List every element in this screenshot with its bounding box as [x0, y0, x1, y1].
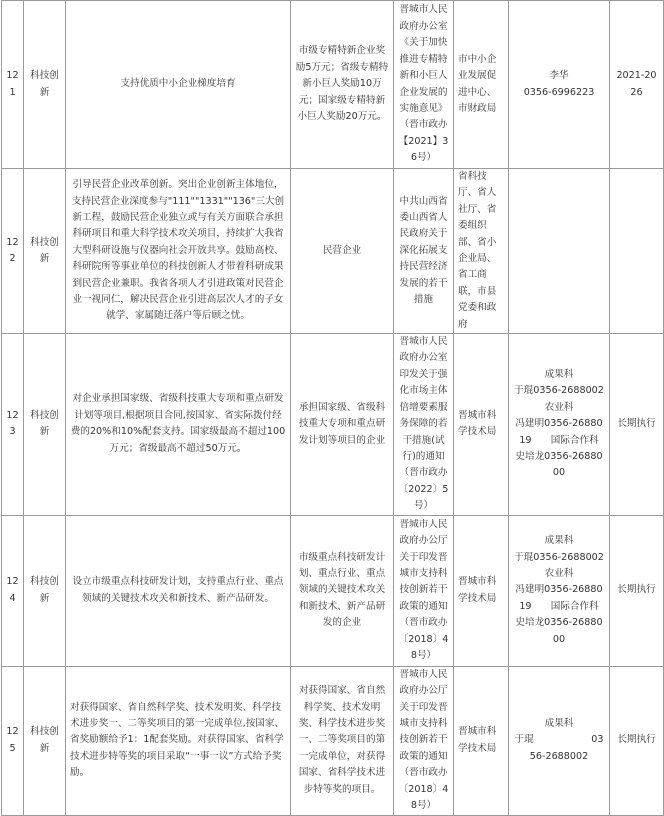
table-row	[2, 334, 664, 515]
category-cell: 科技创新	[24, 334, 66, 515]
table-row	[2, 169, 664, 334]
policy-content-cell: 设立市级重点科技研发计划，支持重点行业、重点领域的关键技术攻关和新技术、新产品研发。	[66, 515, 291, 666]
department-cell: 晋城市科学技术局	[454, 515, 509, 666]
policy-basis-cell: 晋城市人民政府办公室印发关于强化市场主体倍增要素服务保障的若干措施(试行)的通知（晋市政办〔2022〕5号）	[394, 334, 454, 515]
category-cell: 科技创新	[24, 666, 66, 815]
table-row	[2, 666, 664, 815]
department-cell: 市中小企业发展促进中心、市财政局	[454, 1, 509, 169]
policy-basis-cell: 晋城市人民政府办公室《关于加快推进专精特新和小巨人企业发展的实施意见》（晋市政办【2021】36号）	[394, 1, 454, 169]
row-number: 124	[2, 515, 24, 666]
period-cell	[610, 169, 664, 334]
policy-basis-cell: 晋城市人民政府办公厅关于印发晋城市支持科技创新若干政策的通知（晋市政办〔2018〕48号）	[394, 515, 454, 666]
row-number: 122	[2, 169, 24, 334]
contact-cell	[509, 515, 610, 666]
policy-content-cell: 对获得国家、省自然科学奖、技术发明奖、科学技术进步奖一、二等奖项目的第一完成单位,按国家、省奖励额给予1：1配套奖励。对获得国家、省科学技术进步特等奖的项目采取“一事一议”方式给予奖励。	[66, 666, 291, 815]
row-number: 125	[2, 666, 24, 815]
contact-text: 李华 0356-6996223	[523, 70, 595, 98]
target-cell: 市级专精特新企业奖励5万元；省级专精特新小巨人奖励10万元；国家级专精特新小巨人奖励20万元。	[291, 1, 394, 169]
contact-text: 成果科 于琨0356-2688002 农业科 冯建明0356-2688019 国际合作科 史培龙0356-2688000	[514, 368, 604, 479]
policy-content-cell: 引导民营企业改革创新。突出企业创新主体地位，支持民营企业深度参与"111""1331""136"三大创新工程，鼓励民营企业独立或与有关方面联合承担科研项目和重大科学技术攻关项目，持续扩大我省大型科研设施与仪器向社会开放共享。鼓励高校、科研院所等事业单位的科技创新人才带着科研成果到民营企业兼职。我省各项人才引进政策对民营企业一视同仁，解决民营企业引进高层次人才的子女就学、家属随迁落户等后顾之忧。	[66, 169, 291, 334]
policy-basis-cell: 晋城市人民政府办公厅关于印发晋城市支持科技创新若干政策的通知（晋市政办〔2018〕48号）	[394, 666, 454, 815]
contact-text: 成果科 于琨0356-2688002 农业科 冯建明0356-2688019 国际合作科 史培龙0356-2688000	[514, 535, 604, 645]
table-row	[2, 515, 664, 666]
row-number: 123	[2, 334, 24, 515]
target-cell: 民营企业	[291, 169, 394, 334]
period-cell: 长期执行	[610, 334, 664, 515]
table-row	[2, 1, 664, 169]
category-cell: 科技创新	[24, 515, 66, 666]
category-cell: 科技创新	[24, 1, 66, 169]
department-cell: 晋城市科学技术局	[454, 666, 509, 815]
policy-content-cell: 支持优质中小企业梯度培育	[66, 1, 291, 169]
row-number: 121	[2, 1, 24, 169]
contact-cell	[509, 666, 610, 815]
policy-content-cell: 对企业承担国家级、省级科技重大专项和重点研发计划等项目,根据项目合同,按国家、省实际拨付经费的20%和10%配套支持。国家级最高不超过100万元；省级最高不超过50万元。	[66, 334, 291, 515]
contact-text: 成果科 于琨 0356-2688002	[514, 717, 604, 762]
period-cell: 长期执行	[610, 515, 664, 666]
category-cell: 科技创新	[24, 169, 66, 334]
department-cell: 省科技厅、省人社厅、省委组织部、省小企业局、省工商联，市县党委和政府	[454, 169, 509, 334]
target-cell: 对获得国家、省自然科学奖、技术发明奖、科学技术进步奖一、二等奖项目的第一完成单位，对获得国家、省科学技术进步特等奖的项目。	[291, 666, 394, 815]
department-cell: 晋城市科学技术局	[454, 334, 509, 515]
target-cell: 承担国家级、省级科技重大专项和重点研发计划等项目的企业	[291, 334, 394, 515]
target-cell: 市级重点科技研发计划、重点行业、重点领域的关键技术攻关和新技术、新产品研发的企业	[291, 515, 394, 666]
policy-table	[1, 0, 664, 816]
contact-cell	[509, 334, 610, 515]
contact-cell	[509, 1, 610, 169]
period-cell: 2021-2026	[610, 1, 664, 169]
period-cell: 长期执行	[610, 666, 664, 815]
policy-basis-cell: 中共山西省委山西省人民政府关于深化拓展支持民营经济发展的若干措施	[394, 169, 454, 334]
contact-cell	[509, 169, 610, 334]
